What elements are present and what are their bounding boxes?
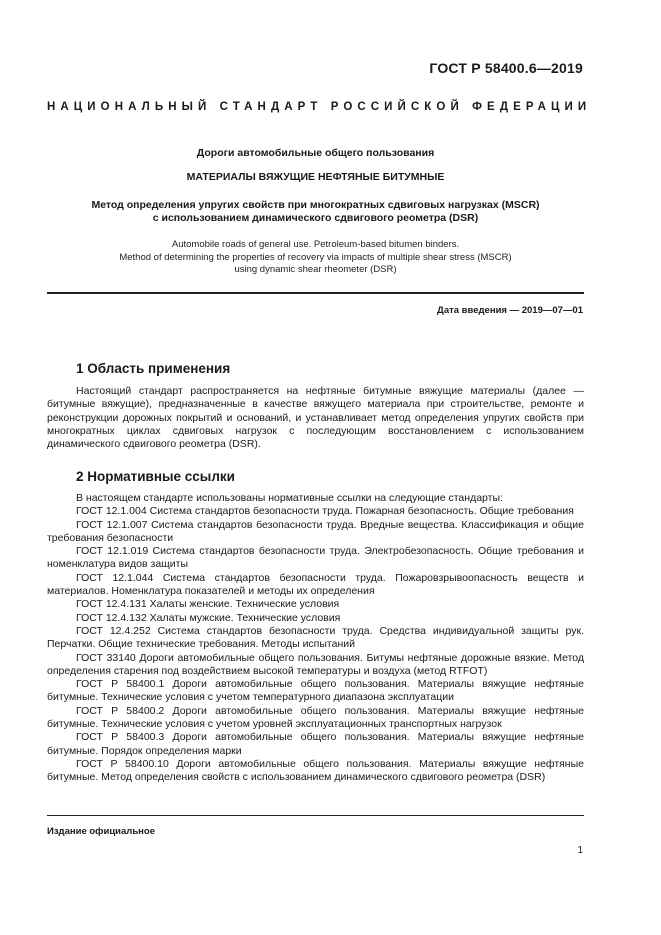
page-number: 1 bbox=[577, 845, 583, 856]
document-title: МАТЕРИАЛЫ ВЯЖУЩИЕ НЕФТЯНЫЕ БИТУМНЫЕ bbox=[186, 171, 445, 183]
english-title-line: Method of determining the properties of recovery via impacts of multiple shear stress (MSCR) bbox=[119, 251, 512, 263]
reference-item: ГОСТ 12.1.004 Система стандартов безопасности труда. Пожарная безопасность. Общие требования bbox=[76, 505, 574, 518]
method-title bbox=[47, 199, 584, 225]
reference-item: ГОСТ Р 58400.2 Дороги автомобильные общего пользования. Материалы вяжущие нефтяные битумные. Технические условия с учетом уровней эксплуатационных транспортных нагрузок bbox=[47, 704, 584, 731]
footer-divider bbox=[47, 815, 584, 816]
national-standard-banner: НАЦИОНАЛЬНЫЙ СТАНДАРТ РОССИЙСКОЙ ФЕДЕРАЦИИ bbox=[47, 101, 592, 113]
document-code: ГОСТ Р 58400.6—2019 bbox=[429, 60, 583, 76]
reference-item: ГОСТ Р 58400.10 Дороги автомобильные общего пользования. Материалы вяжущие нефтяные битумные. Метод определения свойств с использованием динамического сдвигового реометра (DSR) bbox=[47, 757, 584, 784]
reference-item: ГОСТ Р 58400.3 Дороги автомобильные общего пользования. Материалы вяжущие нефтяные битумные. Порядок определения марки bbox=[47, 731, 584, 757]
paragraph: Настоящий стандарт распространяется на нефтяные битумные вяжущие материалы (далее — битумные вяжущие), предназначенные в качестве вяжущего материала при строительстве, ремонте и реконструкции дорожных покрытий и оснований, и устанавливает метод определения упругих свойств при многократных циклах сдвиговых нагрузок с последующим восстановлением с использованием динамического сдвигового реометра (DSR). bbox=[47, 385, 584, 451]
reference-item: ГОСТ 12.1.007 Система стандартов безопасности труда. Вредные вещества. Классификация и общие требования безопасности bbox=[47, 518, 584, 544]
reference-item: ГОСТ 12.4.132 Халаты мужские. Технические условия bbox=[76, 611, 341, 624]
paragraph: В настоящем стандарте использованы нормативные ссылки на следующие стандарты: bbox=[76, 492, 503, 504]
section-1-heading: 1 Область применения bbox=[76, 361, 231, 376]
english-title bbox=[47, 239, 584, 277]
reference-item: ГОСТ Р 58400.1 Дороги автомобильные общего пользования. Материалы вяжущие нефтяные битумные. Технические условия с учетом температурного диапазона эксплуатации bbox=[47, 678, 584, 704]
reference-item: ГОСТ 33140 Дороги автомобильные общего пользования. Битумы нефтяные дорожные вязкие. Метод определения старения под воздействием высокой температуры и воздуха (метод RTFOT) bbox=[47, 651, 584, 677]
section-2-heading: 2 Нормативные ссылки bbox=[76, 469, 235, 484]
section-2-body bbox=[47, 492, 584, 785]
method-title-line: Метод определения упругих свойств при многократных сдвиговых нагрузках (MSCR) bbox=[91, 199, 540, 211]
document-subject: Дороги автомобильные общего пользования bbox=[196, 147, 435, 159]
introduction-date: Дата введения — 2019—07—01 bbox=[437, 305, 583, 316]
official-edition-note: Издание официальное bbox=[47, 826, 155, 837]
section-1-body bbox=[47, 385, 584, 451]
method-title-line: с использованием динамического сдвигового реометра (DSR) bbox=[152, 212, 479, 224]
english-title-line: using dynamic shear rheometer (DSR) bbox=[234, 264, 397, 275]
english-title-line: Automobile roads of general use. Petroleum-based bitumen binders. bbox=[171, 239, 460, 250]
reference-item: ГОСТ 12.1.019 Система стандартов безопасности труда. Электробезопасность. Общие требования и номенклатура видов защиты bbox=[47, 545, 584, 571]
reference-item: ГОСТ 12.4.131 Халаты женские. Технические условия bbox=[76, 598, 340, 611]
reference-item: ГОСТ 12.1.044 Система стандартов безопасности труда. Пожаровзрывоопасность веществ и материалов. Номенклатура показателей и методы их определения bbox=[47, 571, 584, 598]
header-divider bbox=[47, 292, 584, 294]
reference-item: ГОСТ 12.4.252 Система стандартов безопасности труда. Средства индивидуальной защиты рук. Перчатки. Общие технические требования. Методы испытаний bbox=[47, 624, 584, 651]
